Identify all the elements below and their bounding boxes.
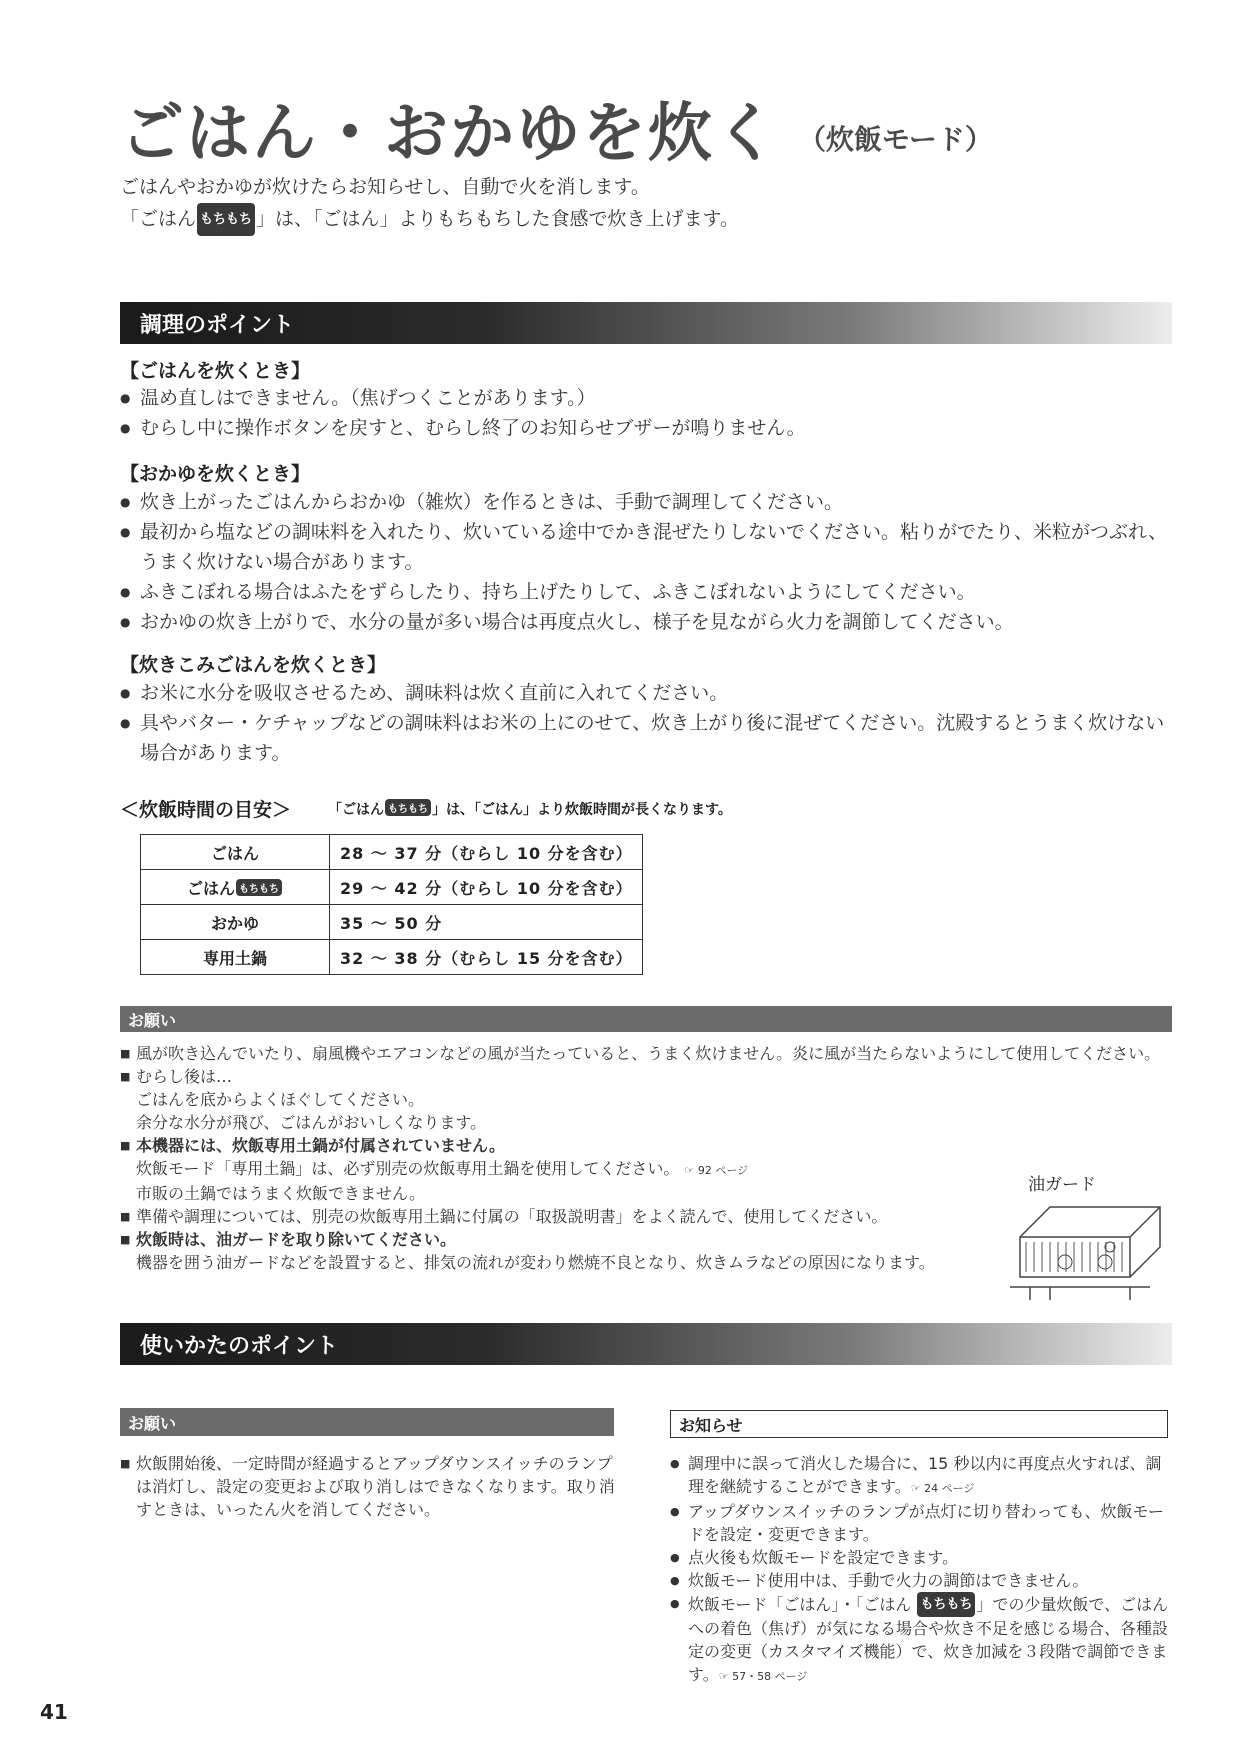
note-item: ■ 炊飯時は、油ガードを取り除いてください。 bbox=[120, 1228, 1180, 1251]
section-header-usage-points bbox=[120, 1323, 1172, 1365]
title-sub: （炊飯モード） bbox=[798, 123, 993, 156]
list-item: ● アップダウンスイッチのランプが点灯に切り替わっても、炊飯モードを設定・変更できます。 bbox=[670, 1500, 1175, 1546]
cooking-time-table bbox=[140, 834, 643, 975]
table-cell-label bbox=[141, 905, 330, 940]
cooking-time-heading: ＜炊飯時間の目安＞ bbox=[120, 799, 292, 821]
note-part-b: 」は、「ごはん」より炊飯時間が長くなります。 bbox=[432, 802, 732, 818]
table-cell-value: 29 ～ 42 分（むらし 10 分を含む） bbox=[330, 870, 643, 905]
mochimochi-badge: もちもち bbox=[236, 879, 282, 896]
takikomi-list bbox=[120, 678, 1170, 768]
note-item: ■ 本機器には、炊飯専用土鍋が付属されていません。 bbox=[120, 1134, 1180, 1157]
table-row bbox=[141, 905, 643, 940]
intro-line-2b: 」は、「ごはん」よりもちもちした食感で炊き上げます。 bbox=[256, 208, 740, 230]
note-item: ■ むらし後は… bbox=[120, 1065, 1180, 1088]
list-item: ● 最初から塩などの調味料を入れたり、炊いている途中でかき混ぜたりしないでください。粘りがでたり、米粒がつぶれ、うまく炊けない場合があります。 bbox=[120, 517, 1170, 577]
note-continuation: 余分な水分が飛び、ごはんがおいしくなります。 bbox=[136, 1113, 487, 1132]
list-item: ● おかゆの炊き上がりで、水分の量が多い場合は再度点火し、様子を見ながら火力を調節してください。 bbox=[120, 607, 1170, 637]
intro-line-1: ごはんやおかゆが炊けたらお知らせし、自動で火を消します。 bbox=[120, 176, 650, 198]
note-item bbox=[120, 1452, 620, 1521]
subheading-okayu: 【おかゆを炊くとき】 bbox=[120, 463, 311, 485]
subheading-takikomi: 【炊きこみごはんを炊くとき】 bbox=[120, 654, 387, 676]
note-item: ■ 準備や調理については、別売の炊飯専用土鍋に付属の「取扱説明書」をよく読んで、使用してください。 bbox=[120, 1205, 1180, 1228]
oil-guard-illustration bbox=[1010, 1192, 1170, 1302]
list-item: ● 具やバター・ケチャップなどの調味料はお米の上にのせて、炊き上がり後に混ぜてください。沈殿するとうまく炊けない場合があります。 bbox=[120, 708, 1170, 768]
list-item: ● ふきこぼれる場合はふたをずらしたり、持ち上げたりして、ふきこぼれないようにしてください。 bbox=[120, 577, 1170, 607]
table-cell-value: 32 ～ 38 分（むらし 15 分を含む） bbox=[330, 940, 643, 975]
list-item: ● 温め直しはできません。（焦げつくことがあります。） bbox=[120, 383, 1170, 413]
page-reference: ☞ 92 ページ bbox=[684, 1164, 749, 1177]
table-cell-label bbox=[141, 835, 330, 870]
mochimochi-badge: もちもち bbox=[385, 799, 431, 816]
table-row bbox=[141, 870, 643, 905]
row-label: おかゆ bbox=[210, 913, 259, 933]
note-continuation: 機器を囲う油ガードなどを設置すると、排気の流れが変わり燃焼不良となり、炊きムラなどの原因になります。 bbox=[136, 1253, 935, 1272]
intro-text bbox=[120, 172, 739, 236]
table-cell-value: 35 ～ 50 分 bbox=[330, 905, 643, 940]
table-cell-value: 28 ～ 37 分（むらし 10 分を含む） bbox=[330, 835, 643, 870]
onegai-title: お願い bbox=[128, 1414, 177, 1433]
onegai-title: お願い bbox=[128, 1011, 177, 1030]
list-item: ● 炊飯モード使用中は、手動で火力の調節はできません。 bbox=[670, 1569, 1175, 1592]
note-text: 調理中に誤って消火した場合に、15 秒以内に再度点火すれば、調理を継続することができます。 bbox=[688, 1454, 1162, 1496]
table-cell-label bbox=[141, 870, 330, 905]
list-item: ● 炊き上がったごはんからおかゆ（雑炊）を作るときは、手動で調理してください。 bbox=[120, 487, 1170, 517]
oshirase-header bbox=[670, 1410, 1168, 1438]
section-title: 使いかたのポイント bbox=[140, 1334, 339, 1359]
note-text: 炊飯モード「専用土鍋」は、必ず別売の炊飯専用土鍋を使用してください。 bbox=[136, 1159, 680, 1178]
row-label: ごはん bbox=[186, 878, 235, 898]
page-reference: ☞ 57・58 ページ bbox=[718, 1670, 808, 1683]
gohan-list bbox=[120, 383, 1170, 443]
list-item bbox=[670, 1592, 1175, 1688]
note-part-a: 「ごはん bbox=[328, 802, 384, 818]
note-continuation: ごはんを底からよくほぐしてください。 bbox=[136, 1090, 425, 1109]
note-text: 炊飯開始後、一定時間が経過するとアップダウンスイッチのランプは消灯し、設定の変更および取り消しはできなくなります。取り消すときは、いったん火を消してください。 bbox=[136, 1454, 615, 1519]
mochimochi-badge: もちもち bbox=[917, 1592, 975, 1617]
table-row bbox=[141, 835, 643, 870]
note-continuation: 市販の土鍋ではうまく炊飯できません。 bbox=[136, 1184, 425, 1203]
table-row bbox=[141, 940, 643, 975]
row-label: ごはん bbox=[210, 843, 259, 863]
page-title bbox=[120, 82, 993, 174]
cooking-time-note bbox=[328, 799, 732, 819]
oshirase-title: お知らせ bbox=[679, 1416, 743, 1435]
oshirase-list bbox=[670, 1452, 1175, 1688]
square-bullet-icon: ■ bbox=[120, 1457, 131, 1470]
onegai-header bbox=[120, 1006, 1172, 1032]
usage-onegai-text bbox=[120, 1452, 620, 1521]
list-item: ● 点火後も炊飯モードを設定できます。 bbox=[670, 1546, 1175, 1569]
intro-line-2 bbox=[120, 203, 739, 236]
intro-line-2a: 「ごはん bbox=[120, 208, 197, 230]
note-continuation bbox=[120, 1157, 1180, 1182]
subheading-gohan: 【ごはんを炊くとき】 bbox=[120, 360, 311, 382]
page-number: 41 bbox=[40, 1700, 68, 1724]
oil-guard-label: 油ガード bbox=[1028, 1175, 1096, 1195]
section-title: 調理のポイント bbox=[140, 313, 295, 338]
title-main: ごはん・おかゆを炊く bbox=[120, 97, 780, 171]
list-item bbox=[670, 1452, 1175, 1500]
note-item: ■ 風が吹き込んでいたり、扇風機やエアコンなどの風が当たっていると、うまく炊けません。炎に風が当たらないようにして使用してください。 bbox=[120, 1042, 1180, 1065]
list-item: ● むらし中に操作ボタンを戻すと、むらし終了のお知らせブザーが鳴りません。 bbox=[120, 413, 1170, 443]
row-label: 専用土鍋 bbox=[202, 948, 267, 968]
page-reference: ☞ 24 ページ bbox=[910, 1482, 975, 1495]
mochimochi-badge: もちもち bbox=[197, 203, 255, 236]
section-header-cooking-points bbox=[120, 302, 1172, 344]
note-text: 炊飯モード「ごはん」・「ごはん bbox=[688, 1595, 917, 1614]
onegai-header-2 bbox=[120, 1408, 614, 1436]
okayu-list bbox=[120, 487, 1170, 637]
note-text: 」での少量炊飯で、ごはんへの着色（焦げ）が気になる場合や炊き不足を感じる場合、各種設定の変更（カスタマイズ機能）で、炊き加減を３段階で調節できます。 bbox=[688, 1595, 1169, 1684]
list-item: ● お米に水分を吸収させるため、調味料は炊く直前に入れてください。 bbox=[120, 678, 1170, 708]
table-cell-label bbox=[141, 940, 330, 975]
